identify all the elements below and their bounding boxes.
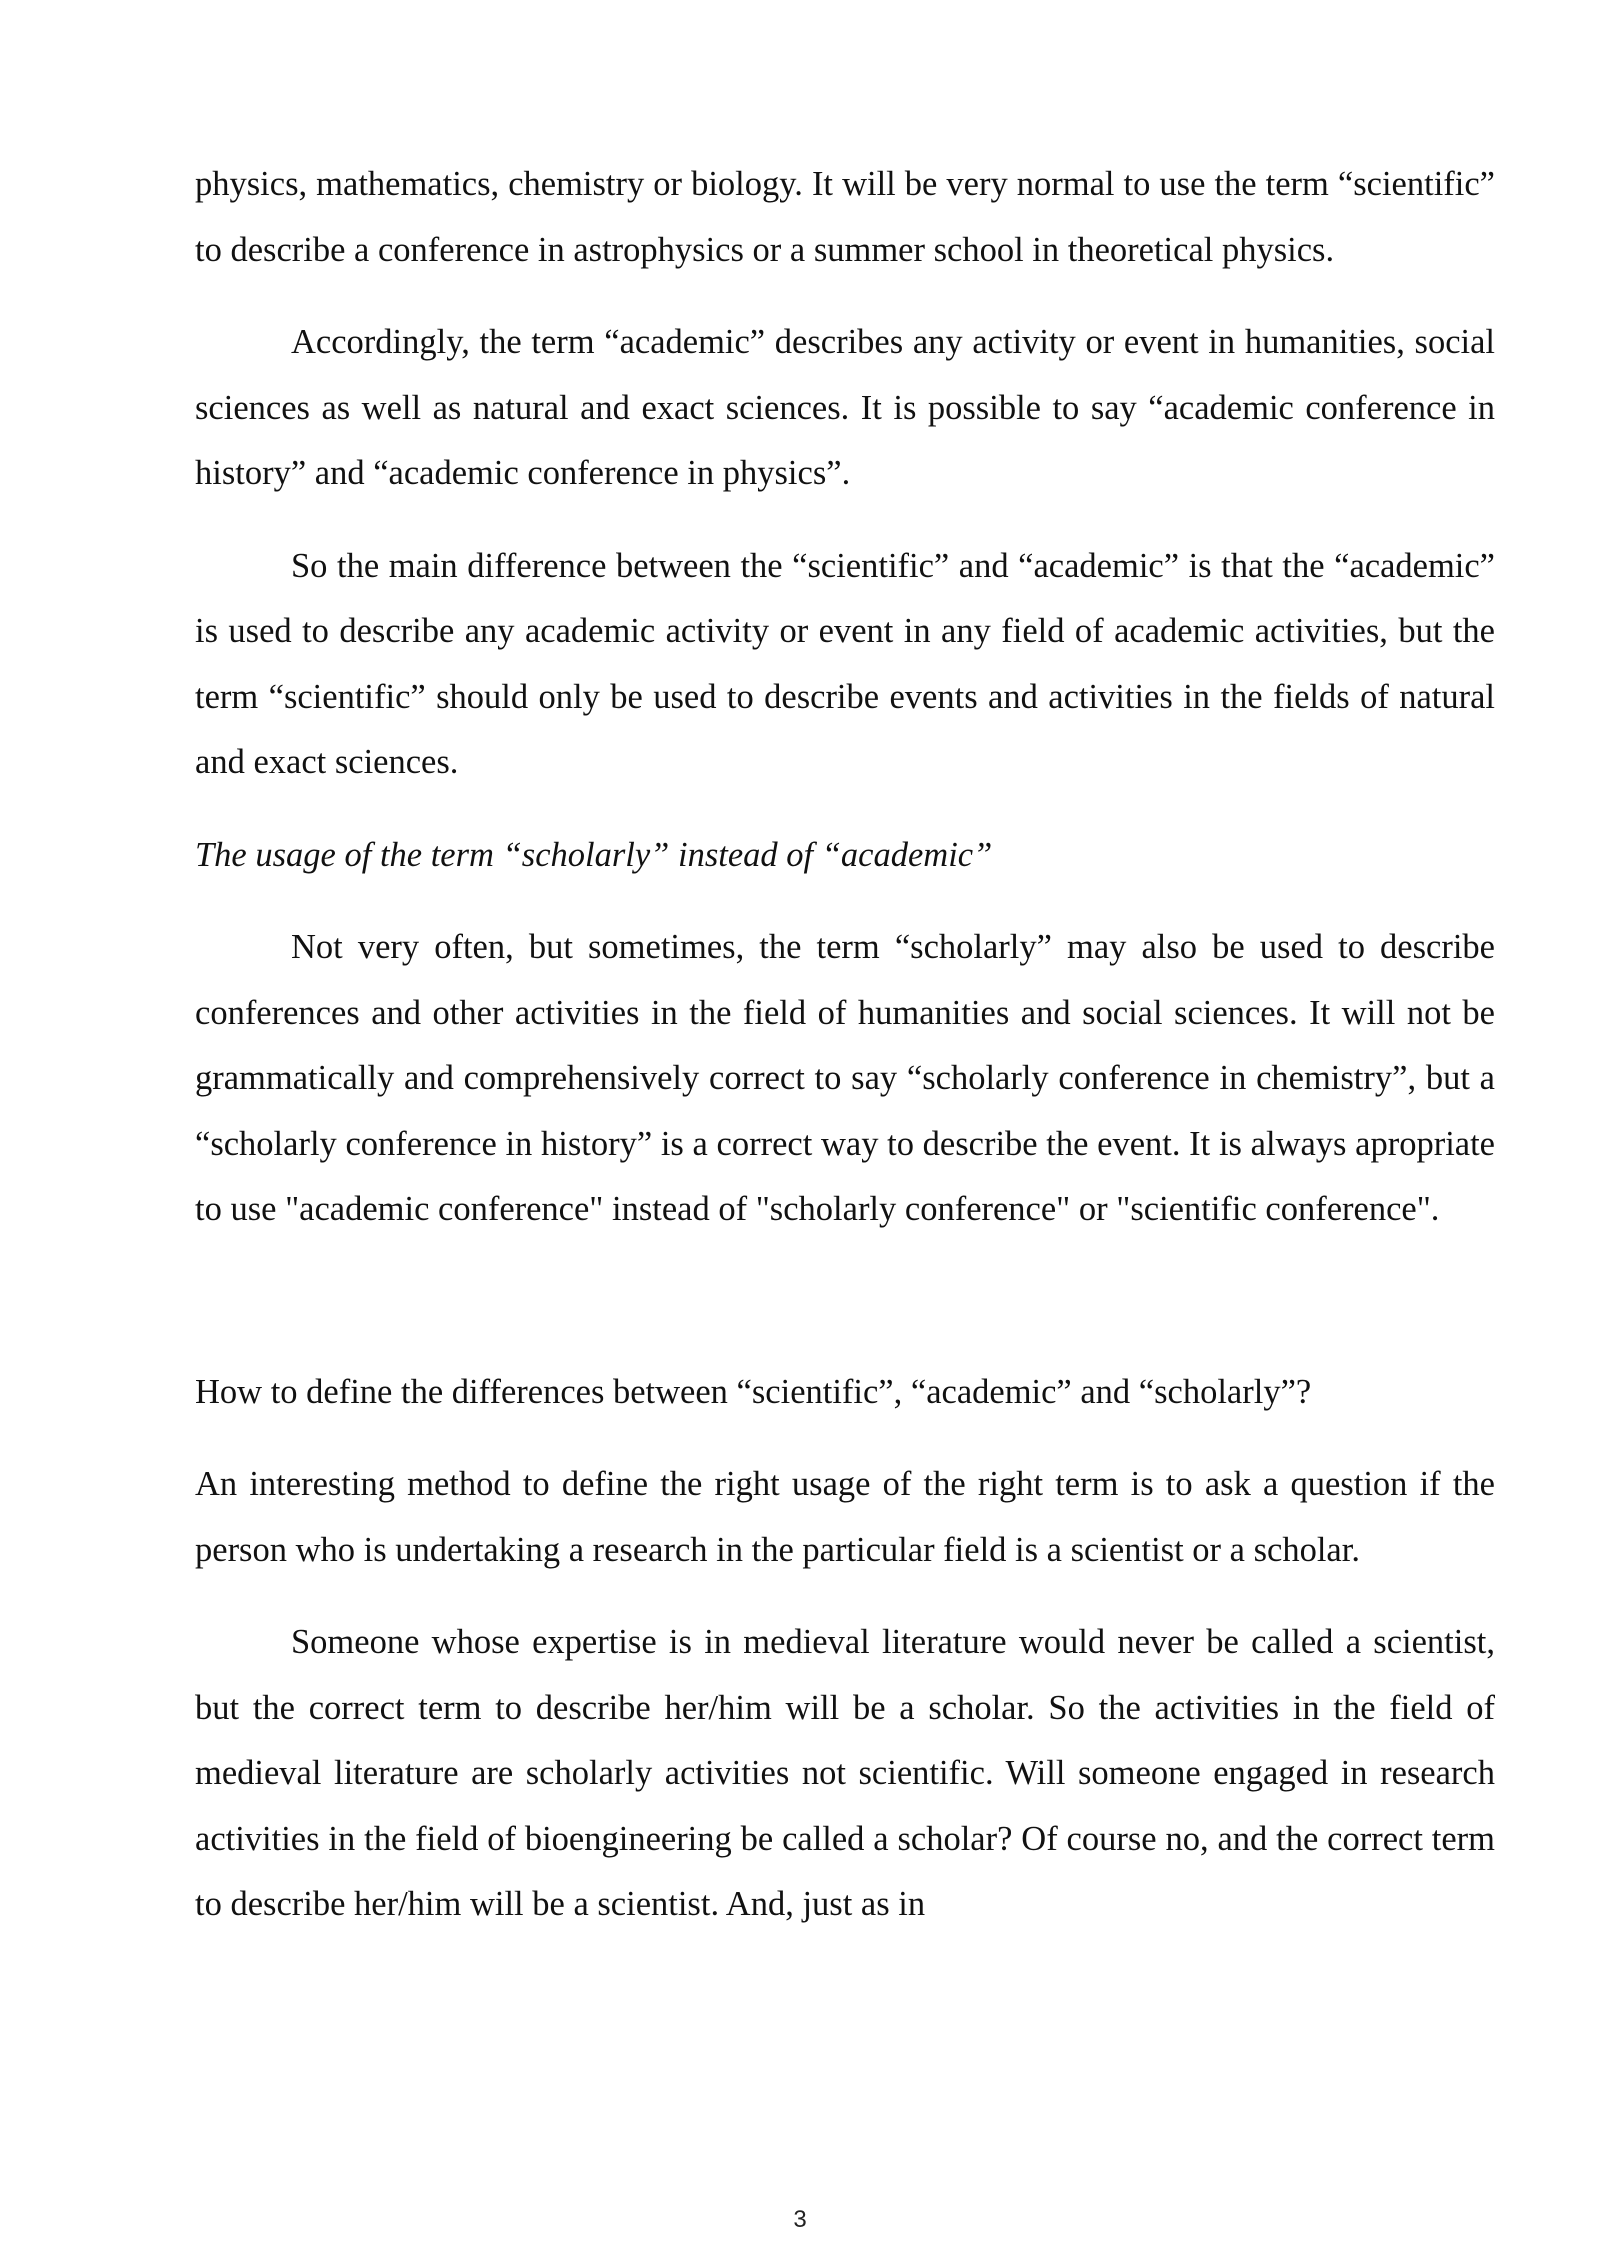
paragraph-scholarly-usage: Not very often, but sometimes, the term “scholarly” may also be used to describe conferences and other activities in the field of humanities and social sciences. It will not be grammatically and comprehensively correct to say “scholarly conference in chemistry”, but a “scholarly conference in history” is a correct way to describe the event. It is always apropriate to use "academic conference" instead of "scholarly conference" or "scientific conference". bbox=[195, 928, 1495, 1228]
page-number: 3 bbox=[793, 2206, 807, 2233]
section-heading-define-differences: How to define the differences between “scientific”, “academic” and “scholarly”? bbox=[195, 1372, 1312, 1411]
paragraph-main-difference: So the main difference between the “scientific” and “academic” is that the “academic” is used to describe any academic activity or event in any field of academic activities, but the term “scientific” should only be used to describe events and activities in the fields of natural and exact sciences. bbox=[195, 546, 1495, 781]
paragraph-medieval-literature: Someone whose expertise is in medieval literature would never be called a scientist, but the correct term to describe her/him will be a scholar. So the activities in the field of medieval literature are scholarly activities not scientific. Will someone engaged in research activities in the field of bioengineering be called a scholar? Of course no, and the correct term to describe her/him will be a scientist. And, just as in bbox=[195, 1623, 1495, 1923]
section-heading-scholarly-usage: The usage of the term “scholarly” instead of “academic” bbox=[195, 835, 993, 874]
paragraph-academic-definition: Accordingly, the term “academic” describes any activity or event in humanities, social sciences as well as natural and exact sciences. It is possible to say “academic conference in history” and “academic conference in physics”. bbox=[195, 323, 1495, 492]
paragraph-interesting-method: An interesting method to define the right usage of the right term is to ask a question if the person who is undertaking a research in the particular field is a scientist or a scholar. bbox=[195, 1465, 1495, 1569]
paragraph-continuation: physics, mathematics, chemistry or biology. It will be very normal to use the term “scientific” to describe a conference in astrophysics or a summer school in theoretical physics. bbox=[195, 165, 1495, 269]
page-body bbox=[195, 152, 1495, 1938]
